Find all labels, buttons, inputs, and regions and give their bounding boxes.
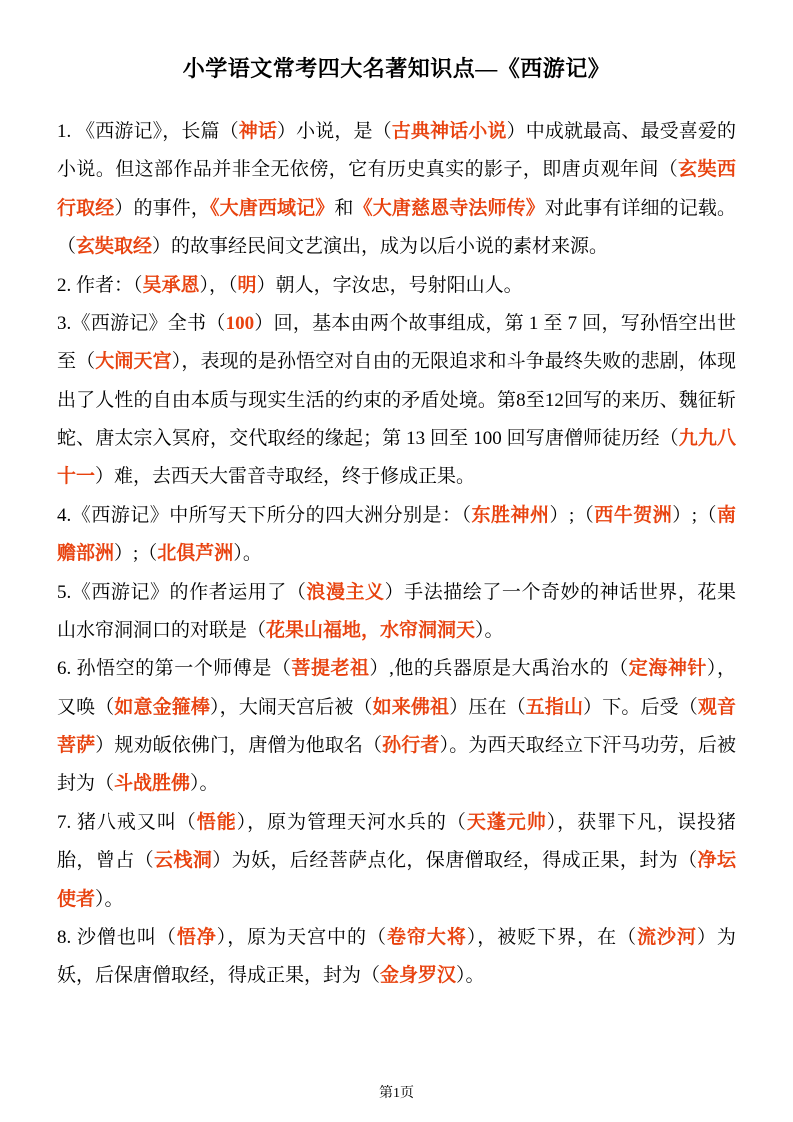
body-text: ），原为天宫中的（	[216, 926, 387, 948]
answer-text: 净坛使者	[57, 850, 736, 910]
body-text: 4.《西游记》中所写天下所分的四大洲分别是：（	[57, 504, 472, 526]
body-text: ）的故事经民间文艺演出，成为以后小说的素材来源。	[152, 236, 609, 258]
answer-text: 大闹天宫	[95, 351, 172, 373]
answer-text: 《大唐慈恩寺法师传》	[353, 197, 545, 219]
body-text: ）,他的兵器原是大禹治水的（	[369, 658, 629, 680]
body-text: ）规劝皈依佛门，唐僧为他取名（	[95, 735, 383, 756]
answer-text: 明	[237, 274, 257, 296]
answer-text: 吴承恩	[142, 274, 200, 296]
answer-text: 金身罗汉	[380, 965, 457, 987]
body-text: ）的事件，	[114, 197, 211, 219]
paragraph	[57, 267, 736, 305]
body-text: ），又唤（	[57, 658, 736, 718]
answer-text: 观音菩萨	[57, 696, 736, 756]
paragraph	[57, 574, 736, 651]
answer-text: 西牛贺洲	[594, 504, 673, 526]
paragraph	[57, 497, 736, 574]
body-text: ），（	[199, 274, 238, 296]
answer-text: 100	[225, 312, 255, 334]
body-text: 1. 《西游记》，长篇（	[57, 121, 239, 142]
answer-text: 菩提老祖	[291, 658, 370, 680]
body-text: ）。	[233, 543, 262, 565]
body-text: ），原为管理天河水兵的（	[236, 811, 467, 833]
answer-text: 九九八十一	[57, 428, 736, 488]
answer-text: 悟净	[176, 926, 217, 948]
answer-text: 如来佛祖	[372, 696, 450, 718]
body-text: ）中成就最高、最受喜爱的小说。但这部作品并非全无依傍，它有历史真实的影子，即唐贞观年间（	[57, 121, 736, 181]
answer-text: 如意金箍棒	[114, 696, 211, 718]
answer-text: 天蓬元帅	[466, 811, 547, 833]
answer-text: 东胜神州	[471, 504, 550, 526]
answer-text: 花果山福地，水帘洞洞天	[266, 619, 476, 641]
document-body	[57, 113, 736, 996]
body-text: ）。	[456, 965, 485, 987]
answer-text: 《大唐西域记》	[210, 197, 335, 219]
body-text: ），获罪下凡，误投猪胎，曾占（	[57, 811, 736, 872]
body-text: 和	[334, 197, 354, 219]
body-text: 5.《西游记》的作者运用了（	[57, 581, 307, 603]
body-text: ）;（	[114, 543, 158, 565]
answer-text: 五指山	[525, 696, 584, 718]
body-text: ）难，去西天大雷音寺取经，终于修成正果。	[95, 466, 476, 488]
answer-text: 南赡部洲	[57, 504, 736, 565]
answer-text: 斗战胜佛	[114, 773, 191, 795]
body-text: ），表现的是孙悟空对自由的无限追求和斗争最终失败的悲剧，体现出了人性的自由本质与现实生活的约束的矛盾处境。第8至12回写的来历、魏征斩蛇、唐太宗入冥府，交代取经的缘起；第 13 回至 100 回写唐僧师徒历经（	[57, 351, 736, 449]
body-text: ）;（	[549, 504, 595, 526]
answer-text: 孙行者	[382, 735, 440, 756]
page-title: 小学语文常考四大名著知识点—《西游记》	[182, 56, 611, 81]
body-text: 3.《西游记》全书（	[57, 312, 226, 334]
body-text: 8. 沙僧也叫（	[57, 926, 177, 948]
body-text: ）。	[95, 888, 124, 910]
answer-text: 古典神话小说	[391, 121, 507, 142]
paragraph	[57, 804, 736, 919]
answer-text: 悟能	[196, 811, 237, 833]
body-text: ）下。后受（	[583, 696, 698, 718]
body-text: 2. 作者：（	[57, 274, 143, 296]
answer-text: 神话	[238, 121, 278, 142]
paragraph	[57, 919, 736, 996]
answer-text: 北俱芦洲	[157, 543, 234, 565]
body-text: 对此事有详细的记载。（	[57, 197, 736, 258]
body-text: ）。	[475, 619, 504, 641]
body-text: ），大闹天宫后被（	[210, 696, 373, 718]
answer-text: 卷帘大将	[386, 926, 467, 948]
answer-text: 玄奘西行取经	[57, 159, 736, 219]
answer-text: 浪漫主义	[306, 581, 385, 603]
body-text: ）压在（	[449, 696, 526, 718]
body-text: 7. 猪八戒又叫（	[57, 811, 197, 833]
paragraph	[57, 113, 736, 267]
body-text: ）;（	[672, 504, 717, 526]
body-text: ）为妖，后保唐僧取经，得成正果，封为（	[57, 926, 736, 987]
body-text: ）朝人，字汝忠，号射阳山人。	[256, 274, 523, 296]
answer-text: 流沙河	[637, 926, 697, 948]
answer-text: 定海神针	[628, 658, 707, 680]
body-text: ）回，基本由两个故事组成，第 1 至 7 回，写孙悟空出世至（	[57, 312, 736, 373]
paragraph	[57, 305, 736, 497]
body-text: ）为妖，后经菩萨点化，保唐僧取经，得成正果，封为（	[212, 850, 698, 872]
paragraph	[57, 650, 736, 804]
page-number: 第1页	[379, 1086, 414, 1101]
body-text: ）小说，是（	[277, 121, 392, 142]
body-text: ）。	[190, 773, 219, 795]
answer-text: 云栈洞	[154, 850, 213, 872]
body-text: ），被贬下界，在（	[466, 926, 638, 948]
answer-text: 玄奘取经	[76, 236, 153, 258]
body-text: ）手法描绘了一个奇妙的神话世界，花果山水帘洞洞口的对联是（	[57, 581, 736, 641]
body-text: 6. 孙悟空的第一个师傅是（	[57, 658, 292, 680]
body-text: ）。为西天取经立下汗马功劳，后被封为（	[57, 735, 736, 795]
